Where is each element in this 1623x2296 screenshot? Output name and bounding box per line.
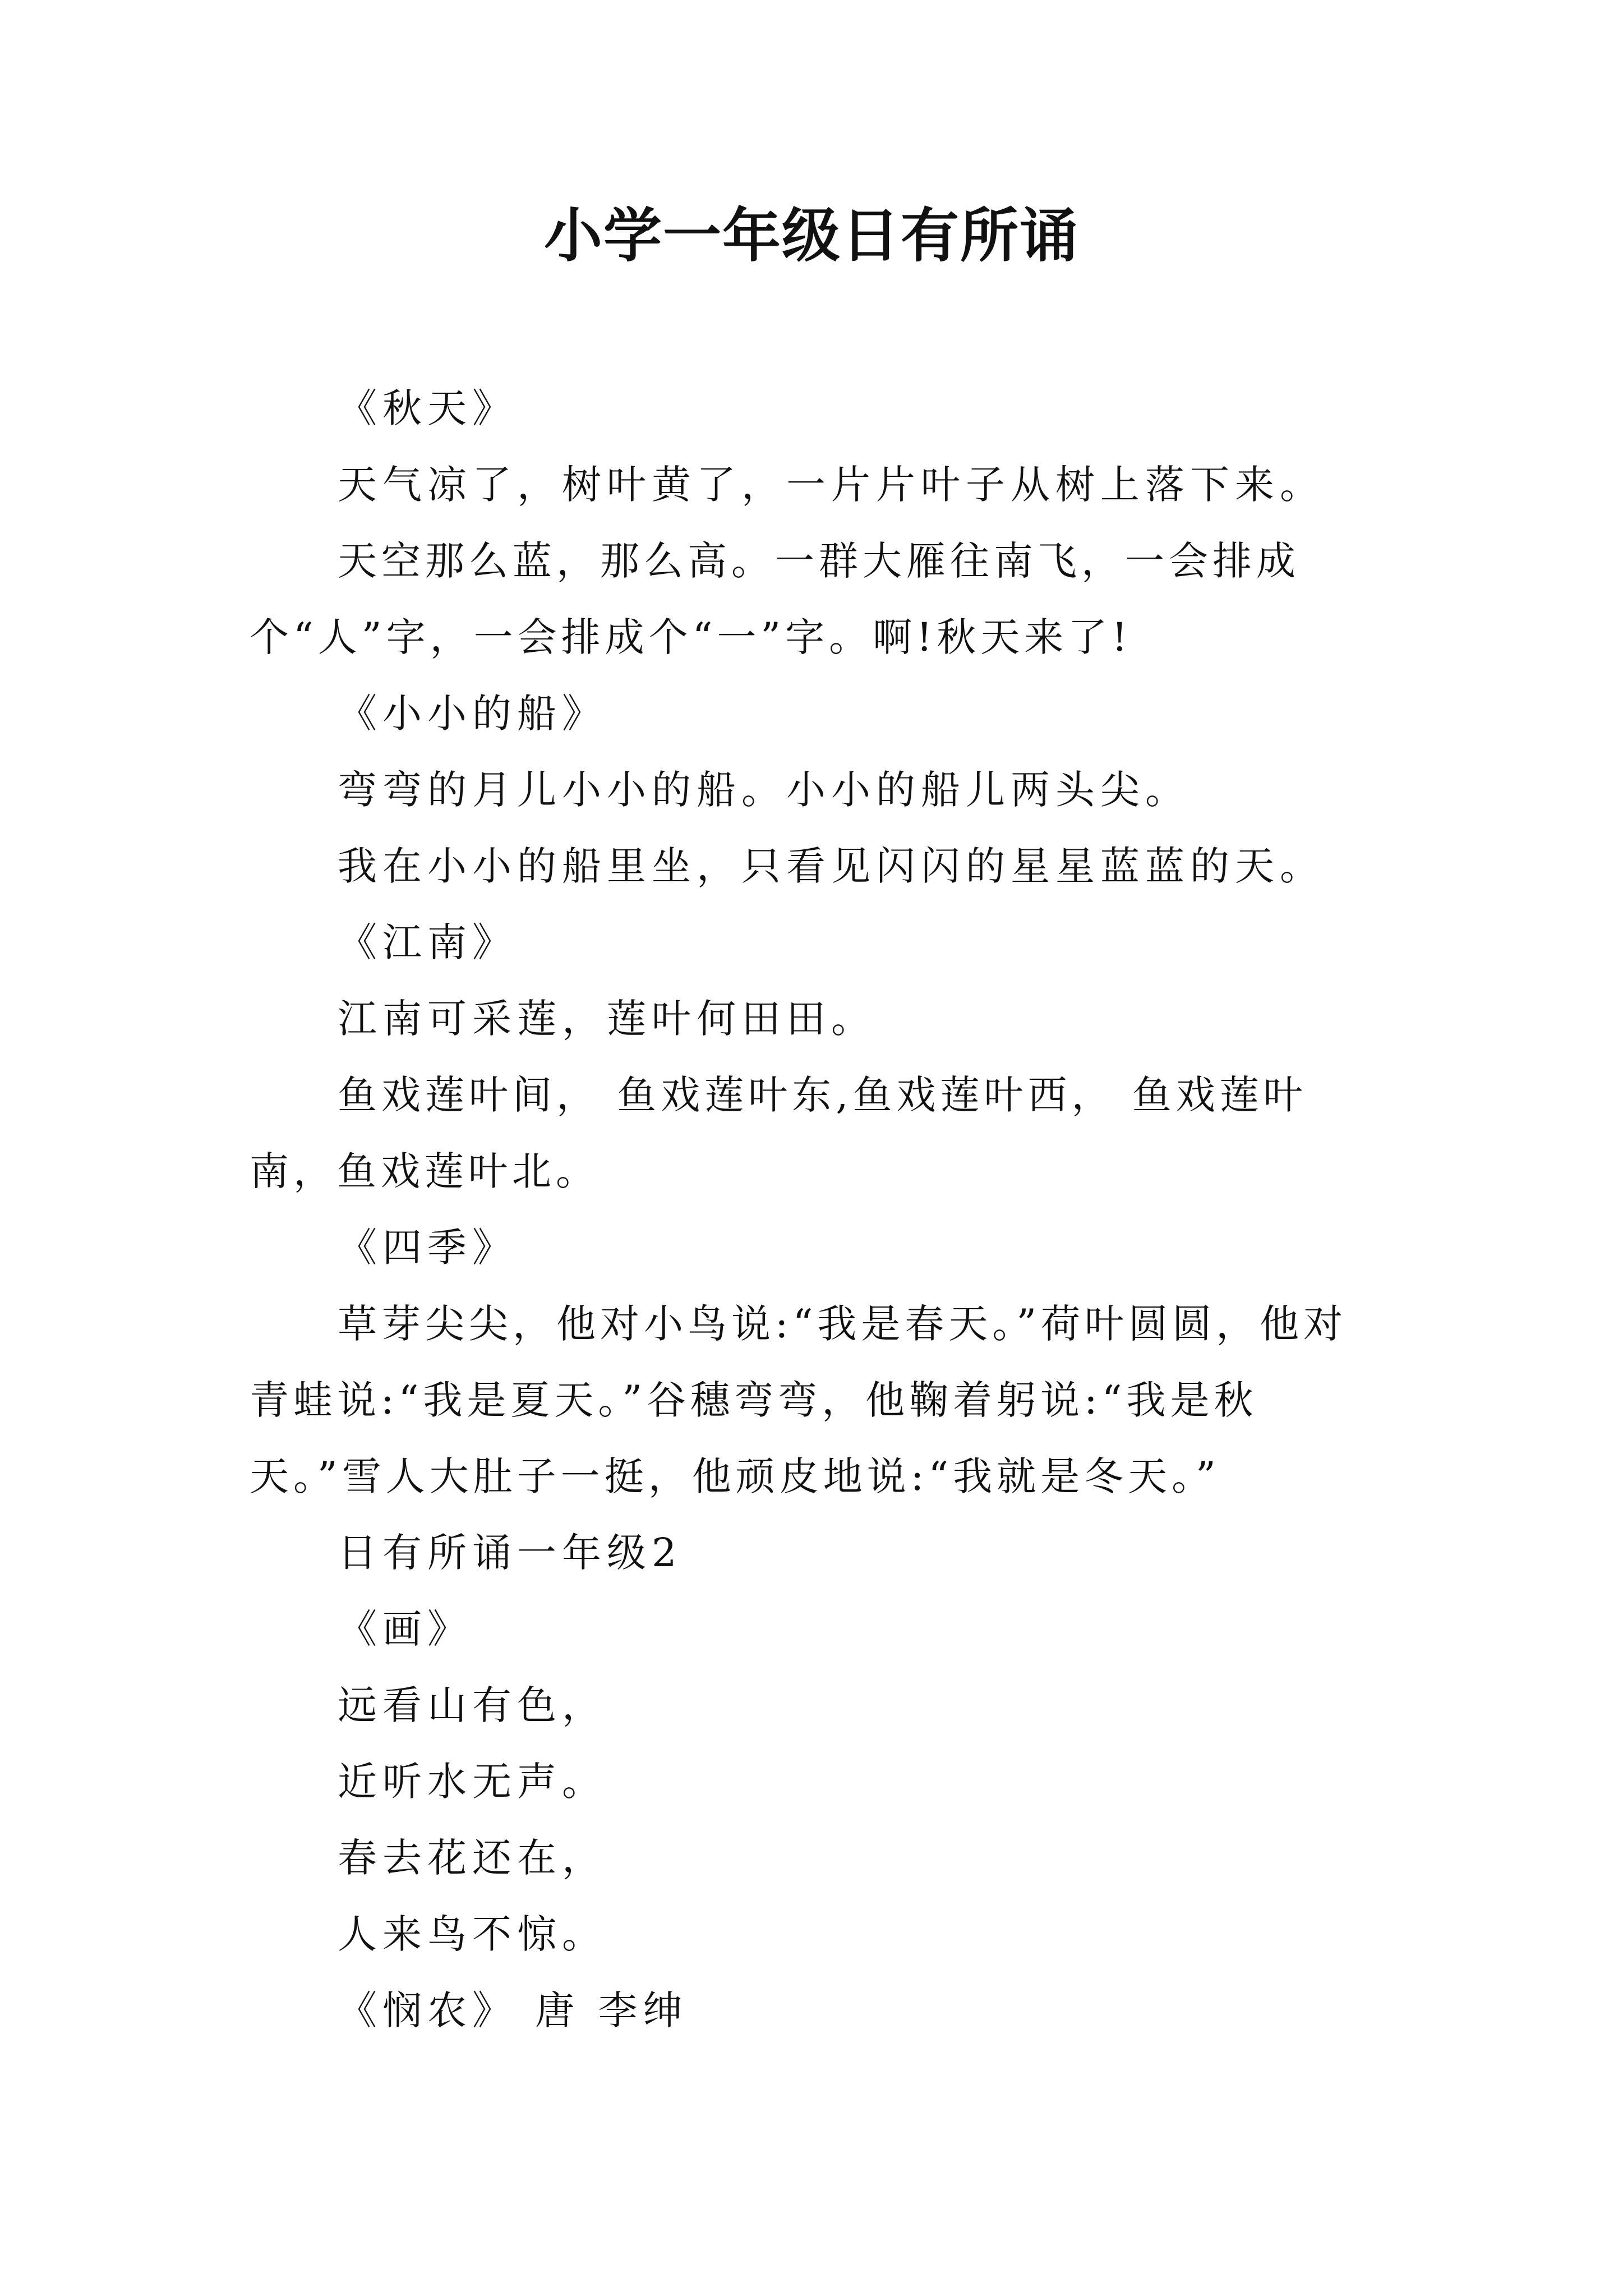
poem-line: 春去花还在， (338, 1835, 607, 1881)
poem-title-minnong: 《悯农》 唐 李绅 (338, 1987, 688, 2033)
poem-line: 近听水无声。 (338, 1759, 607, 1805)
poem-title-hua: 《画》 (338, 1606, 472, 1652)
document-title: 小学一年级日有所诵 (543, 201, 1079, 270)
paragraph: 弯弯的月儿小小的船。小小的船儿两头尖。 (338, 767, 1190, 813)
paragraph: 我在小小的船里坐，只看见闪闪的星星蓝蓝的天。 (338, 843, 1325, 889)
paragraph: 天气凉了，树叶黄了，一片片叶子从树上落下来。 (338, 462, 1325, 508)
paragraph: 鱼戏莲叶间， 鱼戏莲叶东,鱼戏莲叶西， 鱼戏莲叶南，鱼戏莲叶北。 (250, 1072, 1307, 1194)
poem-title-siji: 《四季》 (338, 1225, 517, 1271)
poem-line: 人来鸟不惊。 (338, 1911, 607, 1957)
document-body (250, 370, 1388, 2049)
section-heading: 日有所诵一年级2 (338, 1530, 683, 1576)
poem-title-qiutian: 《秋天》 (338, 385, 517, 431)
paragraph: 天空那么蓝，那么高。一群大雁往南飞，一会排成个“人”字，一会排成个“一”字。啊!秋天来了! (250, 538, 1300, 660)
poem-title-xiaoxiaodechuan: 《小小的船》 (338, 691, 607, 737)
poem-line: 远看山有色， (338, 1682, 607, 1728)
paragraph: 江南可采莲，莲叶何田田。 (338, 996, 876, 1042)
poem-title-jiangnan: 《江南》 (338, 919, 517, 965)
paragraph: 草芽尖尖，他对小鸟说:“我是春天。”荷叶圆圆，他对青蛙说:“我是夏天。”谷穗弯弯，他鞠着躬说:“我是秋天。”雪人大肚子一挺，他顽皮地说:“我就是冬天。” (250, 1301, 1348, 1499)
